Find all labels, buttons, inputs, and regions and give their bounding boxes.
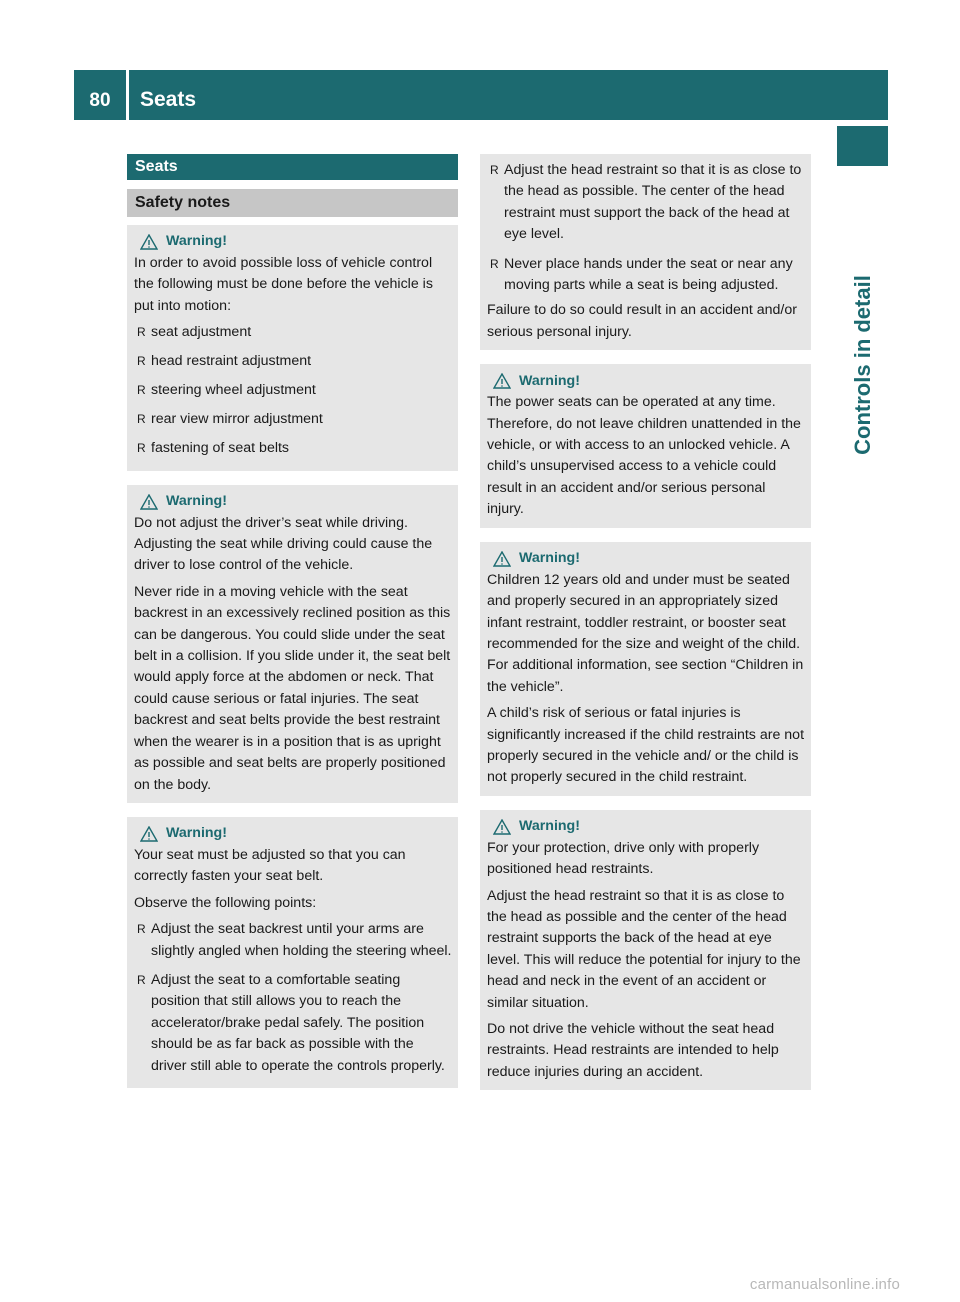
- warning-text: Observe the following points:: [134, 894, 317, 911]
- warning-text: Do not drive the vehicle without the seat head restraints. Head restraints are intended to help reduce injuries during an accident.: [487, 1021, 779, 1080]
- warning-list: [134, 919, 452, 1077]
- list-item: R steering wheel adjustment: [134, 380, 452, 401]
- warning-title: Warning!: [134, 231, 452, 253]
- right-column: [480, 154, 811, 1104]
- warning-box-1: [127, 225, 458, 471]
- side-tab-marker: [837, 126, 888, 166]
- warning-box-3-continued: [480, 154, 811, 350]
- warning-text: Children 12 years old and under must be seated and properly secured in an appropriately sized infant restraint, toddler restraint, or booster seat recommended for the size and weight of the child. For additional information, see section “Children in the vehicle”.: [487, 571, 804, 695]
- warning-text: The power seats can be operated at any time. Therefore, do not leave children unattended in the vehicle, or with access to an unlocked vehicle. A child’s unsupervised access to a vehicle could result in an accident and/or serious personal injury.: [487, 394, 801, 518]
- section-title: Seats: [127, 154, 458, 180]
- warning-text: Adjust the head restraint so that it is as close to the head as possible and the center of the head restraint supports the back of the head at eye level. This will reduce the potential for injury to the head and neck in the event of an accident or similar situation.: [487, 887, 801, 1011]
- warning-title: Warning!: [134, 823, 452, 845]
- list-item: R seat adjustment: [134, 322, 452, 343]
- warning-text: Failure to do so could result in an accident and/or serious personal injury.: [487, 302, 797, 340]
- warning-title: Warning!: [134, 491, 452, 513]
- warning-box-4: [480, 364, 811, 527]
- header-divider: [126, 70, 129, 120]
- warning-text: For your protection, drive only with properly positioned head restraints.: [487, 839, 760, 878]
- list-item: R fastening of seat belts: [134, 438, 452, 459]
- warning-box-2: [127, 485, 458, 803]
- list-item: R Adjust the seat to a comfortable seating position that still allows you to reach the accelerator/brake pedal safely. The position should be as far back as possible with the driver still able to operate the controls properly.: [134, 970, 452, 1077]
- header-bar: [74, 70, 888, 120]
- warning-text: Your seat must be adjusted so that you can correctly fasten your seat belt.: [134, 846, 406, 885]
- warning-triangle-icon: [140, 826, 158, 842]
- warning-triangle-icon: [493, 373, 511, 389]
- list-item: R Adjust the seat backrest until your arms are slightly angled when holding the steering wheel.: [134, 919, 452, 962]
- warning-text: A child’s risk of serious or fatal injuries is significantly increased if the child restraints are not properly secured in the vehicle and/ or the child is not properly secured in the child restraint.: [487, 705, 805, 786]
- warning-title: Warning!: [487, 370, 805, 392]
- header-title: Seats: [140, 88, 197, 111]
- page-number: 80: [89, 90, 111, 111]
- list-item: R head restraint adjustment: [134, 351, 452, 372]
- warning-text: Never ride in a moving vehicle with the seat backrest in an excessively reclined position as this can be dangerous. You could slide under the seat belt in a collision. If you slide under it, the seat belt would apply force at the abdomen or neck. That could cause serious or fatal injuries. The seat backrest and seat belts provide the best restraint when the wearer is in a position that is as upright as possible and seat belts are properly positioned on the body.: [134, 583, 451, 793]
- warning-text: In order to avoid possible loss of vehicle control the following must be done before the vehicle is put into motion:: [134, 255, 433, 314]
- subsection-title: Safety notes: [127, 189, 458, 217]
- side-tab: [837, 180, 888, 550]
- warning-box-6: [480, 810, 811, 1090]
- warning-triangle-icon: [140, 234, 158, 250]
- warning-text: Do not adjust the driver’s seat while driving. Adjusting the seat while driving could cause the driver to lose control of the vehicle.: [134, 514, 433, 574]
- list-item: R Adjust the head restraint so that it is as close to the head as possible. The center of the head restraint must support the back of the head at eye level.: [487, 160, 805, 246]
- warning-triangle-icon: [140, 494, 158, 510]
- warning-triangle-icon: [493, 819, 511, 835]
- side-tab-label: Controls in detail: [849, 275, 875, 455]
- warning-triangle-icon: [493, 551, 511, 567]
- warning-list: [134, 322, 452, 459]
- left-column: [127, 154, 458, 1102]
- warning-box-5: [480, 542, 811, 796]
- watermark: carmanualsonline.info: [749, 1276, 900, 1293]
- warning-box-3: [127, 817, 458, 1088]
- list-item: R Never place hands under the seat or near any moving parts while a seat is being adjusted.: [487, 254, 805, 297]
- list-item: R rear view mirror adjustment: [134, 409, 452, 430]
- warning-title: Warning!: [487, 816, 805, 838]
- warning-title: Warning!: [487, 548, 805, 570]
- warning-list: [487, 160, 805, 296]
